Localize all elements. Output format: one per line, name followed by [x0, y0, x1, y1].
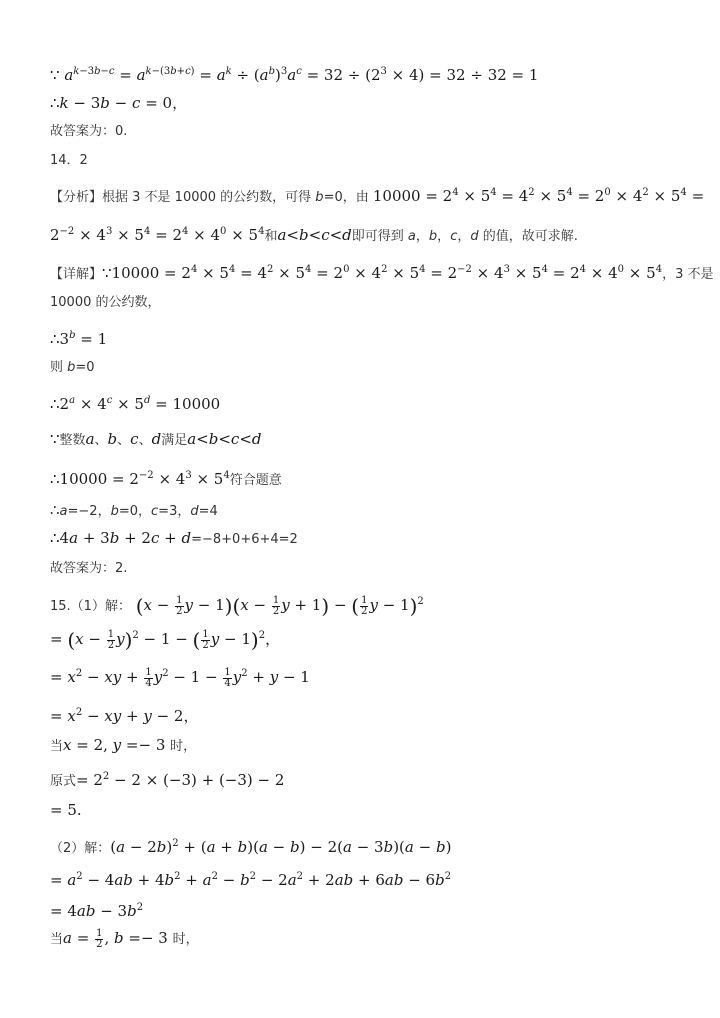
text-line-26: = $4ab - 3b^2$: [50, 902, 144, 920]
text-line-19: = $x^2$ − xy + $\frac{1}{4}$ $y^2 - 1$ − $\frac{1}{4}$ $y^2 + y - 1$: [50, 666, 310, 689]
text-line-25: = $a^2 - 4ab + 4b^2 + a^2 - b^2 - 2a^2 + 2ab + 6ab - 6b^2$: [50, 871, 452, 889]
text-line-11: $\therefore 2^a \times 4^c \times 5^d = 10000$: [50, 395, 221, 413]
text-line-22: 原式= $2^2 - 2 \times (-3) + (-3) - 2$: [50, 771, 285, 789]
text-line-21: 当x = 2, y =− 3 时，: [50, 736, 197, 754]
text-line-16: 故答案为：2.: [50, 561, 128, 576]
text-line-8: 10000 的公约数，: [50, 295, 161, 310]
text-line-24: （2）解：$(a - 2b)^2 + (a + b)(a - b) - 2(a - 3b)(a - b)$: [50, 838, 452, 856]
text-line-6: $2^{-2} \times 4^3 \times 5^4 = 2^4 \times 4^0 \times 5^4$和a<b<c<d即可得到 a，b，c，d 的值，故可求解.: [50, 226, 578, 244]
text-line-27: 当a = $\frac{1}{2}$ , b =− 3 时，: [50, 927, 199, 950]
text-line-5: 【分析】根据 3 不是 10000 的公约数，可得 b=0，由 $10000 = 2^4 \times 5^4 = 4^2 \times 5^4 = 2^0 \times 4^2 \times 5^4$ =: [50, 187, 705, 205]
text-line-12: ∵整数a、b、c、d满足a<b<c<d: [50, 430, 262, 448]
text-line-7: 【详解】∵10000 = $2^4 \times 5^4 = 4^2 \times 5^4 = 2^0 \times 4^2 \times 5^4 = 2^{-2} \times 4^3 \times 5^4 = 2^4 \times 4^0 \times 5^4$，3 不是: [50, 264, 714, 282]
text-line-4: 14．2: [50, 153, 88, 168]
text-line-10: 则 b=0: [50, 360, 95, 375]
text-line-20: = $x^2$ − xy + y − 2，: [50, 707, 199, 725]
text-line-15: ∴4a + 3b + 2c + d=−8+0+6+4=2: [50, 529, 298, 547]
text-line-2: ∴k − 3b − c = 0，: [50, 94, 188, 112]
text-line-13: ∴10000 = $2^{-2} \times 4^3 \times 5^4$符合题意: [50, 470, 282, 488]
text-line-17: 15.（1）解： (x − $\frac{1}{2}$ y − 1)(x − $\frac{1}{2}$ y + 1) − ( $\frac{1}{2}$ y − 1)$^2$: [50, 594, 424, 618]
text-line-18: = (x − $\frac{1}{2}$ y)$^2$ − 1 − ( $\frac{1}{2}$ y − 1)$^2$，: [50, 628, 281, 652]
text-line-23: = 5.: [50, 801, 82, 819]
text-line-14: ∴a=−2，b=0，c=3，d=4: [50, 501, 218, 519]
text-line-3: 故答案为：0.: [50, 124, 128, 139]
text-line-1: ∵ $a^{k-3b-c} = a^{k-(3b+c)} = a^k \div (a^b)^3a^c = 32 \div (2^3 \times 4) = 32 \div 32 = 1$: [50, 66, 539, 84]
text-line-9: $\therefore 3^b = 1$: [50, 330, 108, 348]
